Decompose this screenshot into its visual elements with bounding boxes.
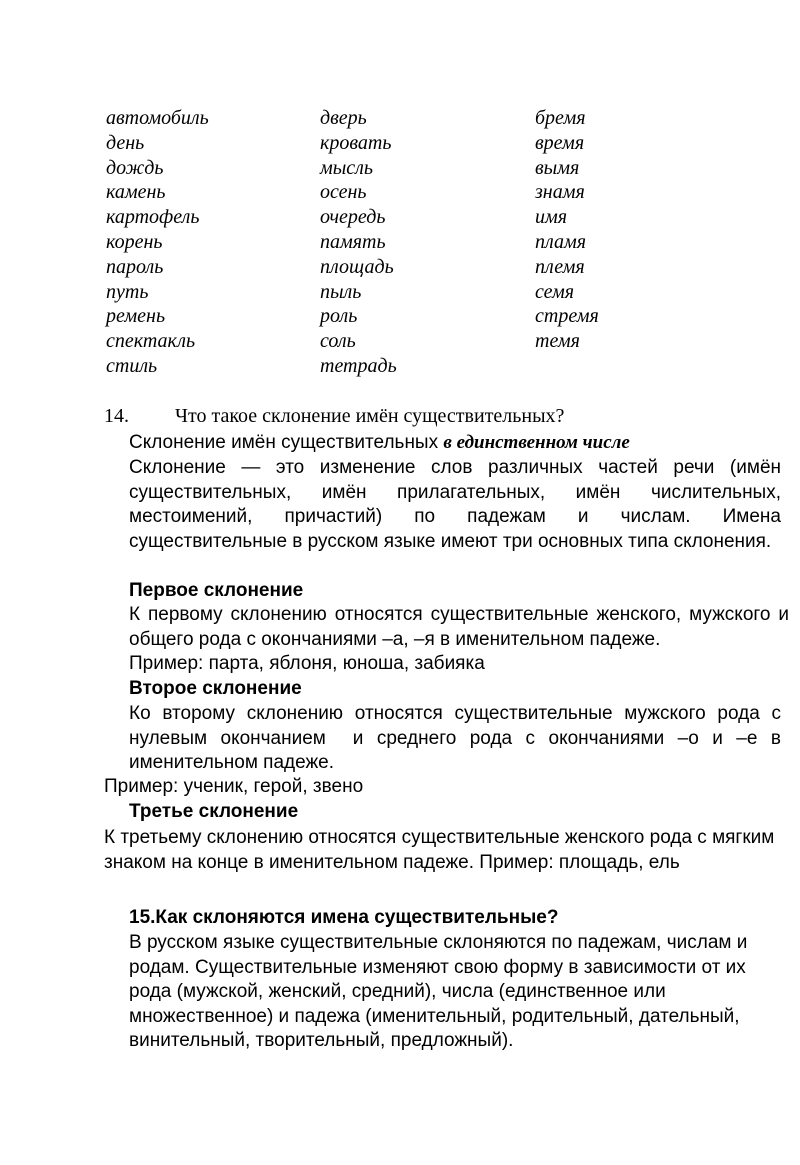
- word: пыль: [320, 280, 362, 303]
- word: картофель: [106, 206, 200, 229]
- question-text: Что такое склонение имён существительных?: [175, 405, 565, 427]
- word: площадь: [320, 255, 394, 278]
- word: дверь: [320, 107, 367, 129]
- first-declension-text: К первому склонению относятся существительные женского, мужского и общего рода с окончаниями –а, –я в именительном падеже.: [129, 604, 789, 650]
- word: камень: [106, 181, 166, 204]
- word: соль: [320, 330, 356, 353]
- word: спектакль: [106, 330, 196, 353]
- word: имя: [535, 206, 568, 229]
- third-declension-text: К третьему склонению относятся существительные женского рода с мягким знаком на конце в именительном падеже. Пример: площадь, ель: [104, 827, 775, 873]
- word: корень: [106, 230, 163, 253]
- word: путь: [106, 280, 149, 303]
- word: осень: [320, 181, 367, 204]
- word: бремя: [535, 107, 586, 129]
- word: кровать: [320, 131, 392, 154]
- question-15-text: В русском языке существительные склоняются по падежам, числам и родам. Существительные изменяют свою форму в зависимости от их рода (мужской, женский, средний), числа (единственное или множественное) и падежа (именительный, родительный, дательный, винительный, творительный, предложный).: [129, 932, 748, 1051]
- third-declension-heading: Третье склонение: [129, 801, 299, 822]
- word: стремя: [535, 305, 599, 328]
- second-declension-text: Ко второму склонению относятся существительные мужского рода с нулевым окончанием и среднего рода с окончаниями –о и –е в именительном падеже.: [129, 703, 787, 773]
- word: племя: [535, 255, 585, 278]
- word: темя: [535, 330, 580, 353]
- word: тетрадь: [320, 354, 397, 377]
- word-column-2: [320, 106, 397, 379]
- word: пламя: [535, 230, 587, 253]
- word: очередь: [320, 206, 386, 229]
- definition-paragraph: Склонение — это изменение слов различных частей речи (имён существительных, имён прилагательных, имён числительных, местоимений, причастий) по падежам и числам. Имена существительные в русском языке имеют три основных типа склонения.: [129, 457, 781, 552]
- word: автомобиль: [106, 107, 209, 129]
- question-number: 14.: [104, 405, 129, 427]
- word: время: [535, 131, 585, 154]
- word: ремень: [106, 305, 166, 328]
- subtitle-text: Склонение имён существительных: [129, 432, 444, 453]
- word: вымя: [535, 156, 580, 179]
- question-15-heading: 15.Как склоняются имена существительные?: [129, 907, 559, 928]
- word: роль: [320, 305, 358, 328]
- subtitle-emphasis: в единственном числе: [443, 432, 630, 453]
- word: мысль: [320, 156, 374, 179]
- first-declension-heading: Первое склонение: [129, 580, 304, 601]
- word: дождь: [106, 156, 164, 179]
- word: знамя: [535, 181, 585, 204]
- word: семя: [535, 280, 575, 303]
- word: память: [320, 230, 386, 253]
- word-column-3: [535, 106, 599, 354]
- second-declension-heading: Второе склонение: [129, 678, 302, 699]
- second-declension-example: Пример: ученик, герой, звено: [104, 776, 364, 797]
- first-declension-example: Пример: парта, яблоня, юноша, забияка: [129, 653, 485, 674]
- word: стиль: [106, 354, 158, 377]
- word-column-1: [106, 106, 209, 379]
- word: пароль: [106, 255, 164, 278]
- section-subtitle: [129, 431, 789, 456]
- word: день: [106, 131, 145, 154]
